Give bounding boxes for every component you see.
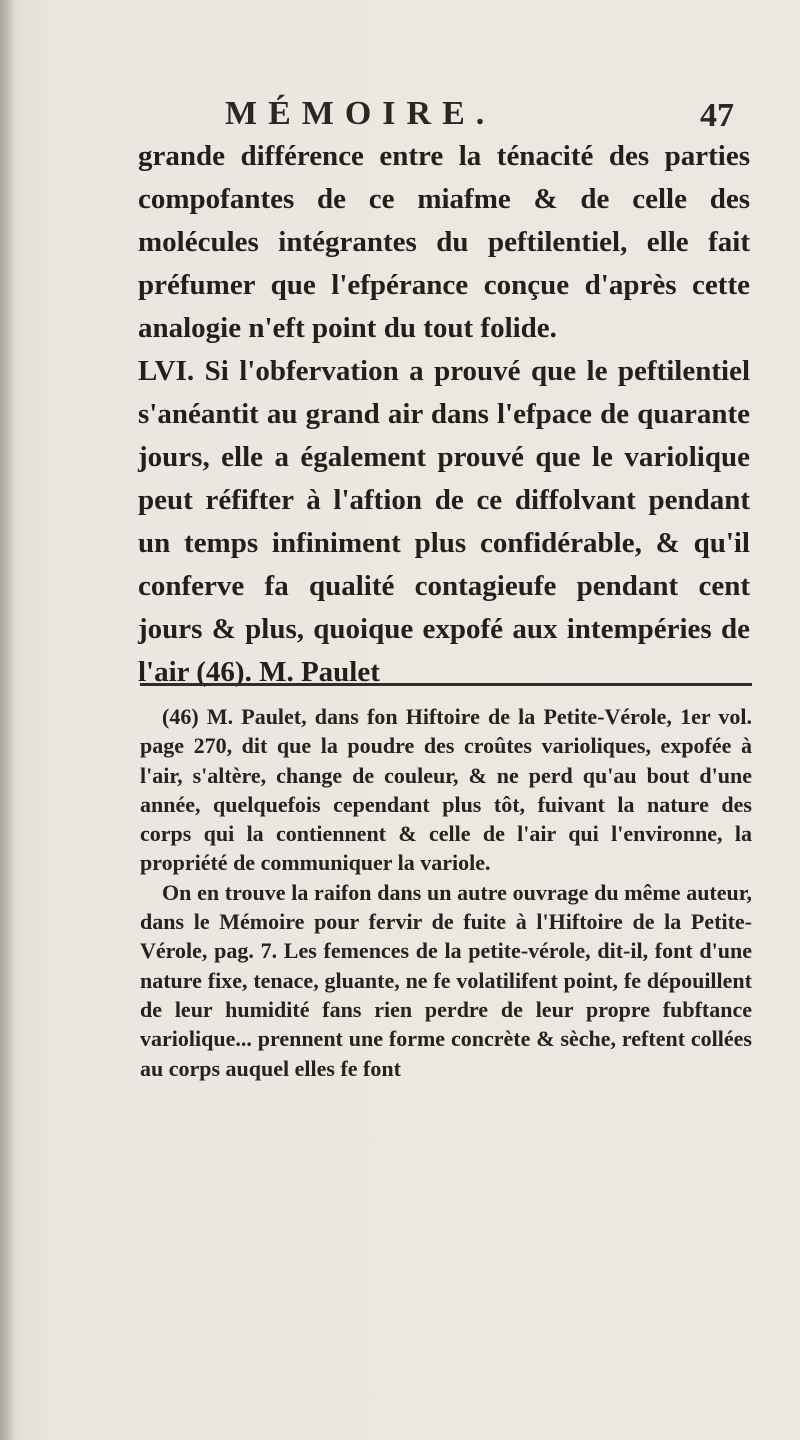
body-paragraph-1: grande différence entre la ténacité des parties compofantes de ce miafme & de celle des molécules intégrantes du peftilentiel, elle fait préfumer que l'efpérance conçue d'après cette analogie n'eft point du tout folide. xyxy=(138,140,750,344)
page-number: 47 xyxy=(700,97,734,134)
footnote-separator-rule xyxy=(140,683,752,686)
footnote-paragraph-2: On en trouve la raifon dans un autre ouvrage du même auteur, dans le Mémoire pour fervir de fuite à l'Hiftoire de la Petite-Vérole, pag. 7. Les femences de la petite-vérole, dit-il, font d'une nature fixe, tenace, gluante, ne fe volatilifent point, fe dépouillent de leur humidité fans rien perdre de leur propre fubftance variolique... prennent une forme concrète & sèche, reftent collées au corps auquel elles fe font xyxy=(140,879,752,1081)
gutter-shadow xyxy=(0,0,14,1440)
body-paragraph-2: LVI. Si l'obfervation a prouvé que le peftilentiel s'anéantit au grand air dans l'efpace de quarante jours, elle a également prouvé que le variolique peut réfifter à l'aftion de ce diffolvant pendant un temps infiniment plus confidérable, & qu'il conferve fa qualité contagieufe pendant cent jours & plus, quoique expofé aux intempéries de l'air (46). M. Paulet xyxy=(138,355,750,688)
main-text xyxy=(138,135,750,694)
running-head: MÉMOIRE. xyxy=(225,95,496,132)
footnote xyxy=(140,702,752,1083)
footnote-paragraph-1: (46) M. Paulet, dans fon Hiftoire de la Petite-Vérole, 1er vol. page 270, dit que la poudre des croûtes varioliques, expofée à l'air, s'altère, change de couleur, & ne perd qu'au bout d'une année, quelquefois cependant plus tôt, fuivant la nature des corps qui la contiennent & celle de l'air qui l'environne, la propriété de communiquer la variole. xyxy=(140,704,752,876)
